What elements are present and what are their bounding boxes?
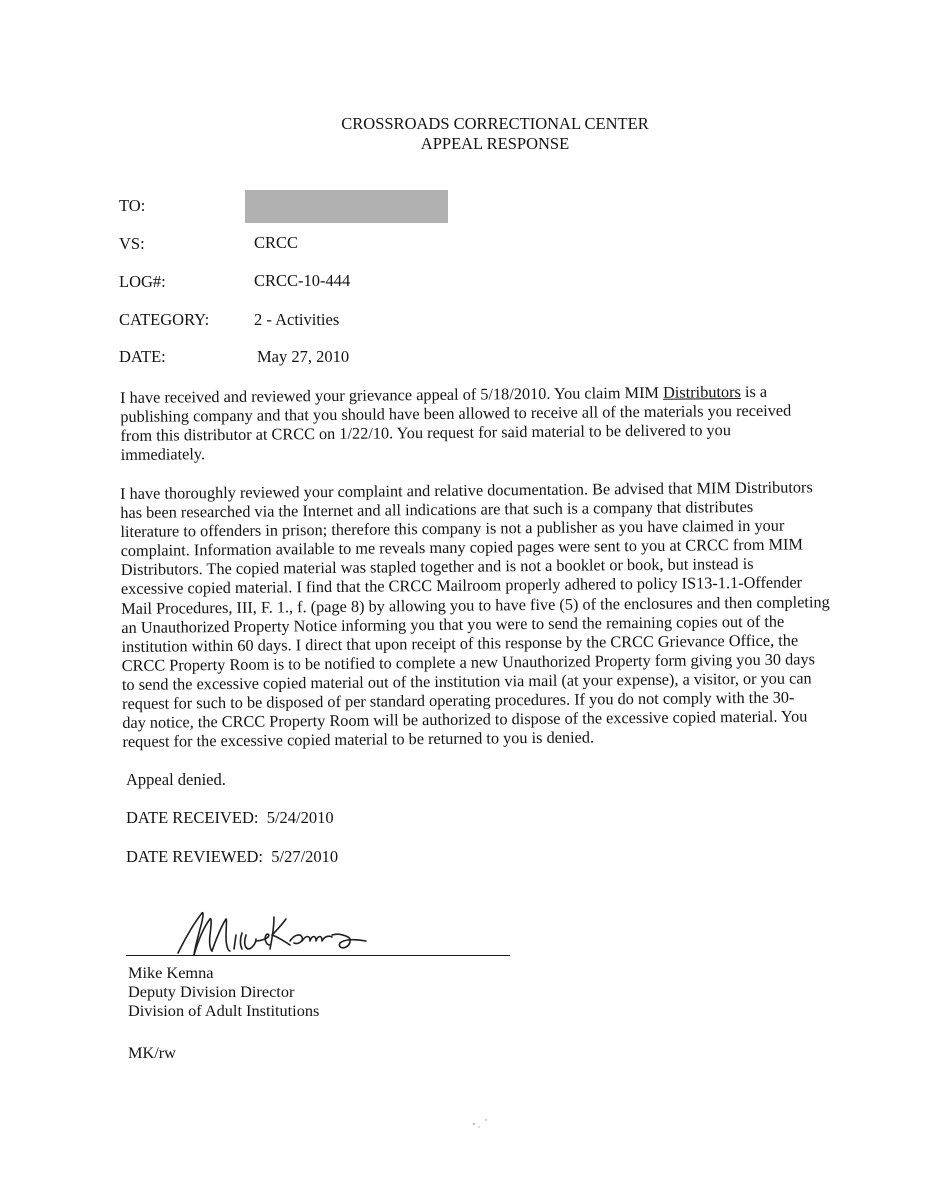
date-received-label: DATE RECEIVED: [126,808,259,827]
paragraph-line: to send the excessive copied material out of the institution via mail (at your expense), a visitor, or you can [121,668,812,694]
log-label: LOG#: [119,272,166,291]
category-value: 2 - Activities [254,310,340,329]
signer-division: Division of Adult Institutions [128,1001,320,1020]
text-span: is a [740,381,768,402]
paragraph-line: institution within 60 days. I direct that upon receipt of this response by the CRCC Grievance Office, the [121,630,799,656]
paragraph-line: day notice, the CRCC Property Room will be authorized to dispose of the excessive copied material. You [122,706,808,733]
paragraph-line: excessive copied material. I find that the CRCC Mailroom properly adhered to policy IS13-1.1-Offender [120,572,803,599]
paragraph-line: immediately. [120,444,206,465]
underlined-word: Distributors [662,382,741,402]
vs-value: CRCC [254,233,299,252]
date-received-value: 5/24/2010 [266,808,334,827]
date-value: May 27, 2010 [257,347,350,366]
paragraph-line: CRCC Property Room is to be notified to complete a new Unauthorized Property form giving you 30 days [121,649,816,675]
paragraph-line: from this distributor at CRCC on 1/22/10. You request for said material to be delivered to you [120,420,732,446]
paragraph-line: Distributors. The copied material was stapled together and is not a booklet or book, but instead is [120,554,754,580]
log-value: CRCC-10-444 [254,271,351,290]
paragraph-line: publishing company and that you should have been allowed to receive all of the materials you received [120,400,792,427]
date-label: DATE: [119,347,166,366]
paragraph-line: complaint. Information available to me reveals many copied pages were sent to you at CRCC from MIM [120,534,803,561]
paragraph-line: an Unauthorized Property Notice informing you that you were to send the remaining copies out of the [121,611,785,637]
institution-heading: CROSSROADS CORRECTIONAL CENTER [341,114,649,133]
paragraph-line: I have thoroughly reviewed your complaint and relative documentation. Be advised that MIM Distributors [120,477,813,503]
document-title: APPEAL RESPONSE [420,134,570,153]
signer-title: Deputy Division Director [128,982,295,1001]
date-reviewed-value: 5/27/2010 [271,847,339,866]
date-reviewed-label: DATE REVIEWED: [126,847,264,866]
to-label: TO: [119,196,146,215]
typist-initials: MK/rw [128,1043,176,1062]
vs-label: VS: [119,234,145,253]
category-label: CATEGORY: [119,310,210,329]
paragraph-line: request for the excessive copied material to be returned to you is denied. [122,727,595,752]
paragraph-line: Mail Procedures, III, F. 1., f. (page 8) by allowing you to have five (5) of the enclosures and then completing [121,591,830,618]
decision-statement: Appeal denied. [126,770,226,789]
paragraph-line: has been researched via the Internet and all indications are that such is a company that distributes [120,497,754,523]
signer-name: Mike Kemna [128,963,214,982]
paragraph-line: literature to offenders in prison; therefore this company is not a publisher as you have claimed in your [120,515,785,542]
paragraph-line: request for such to be disposed of per standard operating procedures. If you do not comply with the 30- [122,687,795,714]
text-span: I have received and reviewed your grievance appeal of 5/18/2010. You claim MIM [120,382,664,407]
